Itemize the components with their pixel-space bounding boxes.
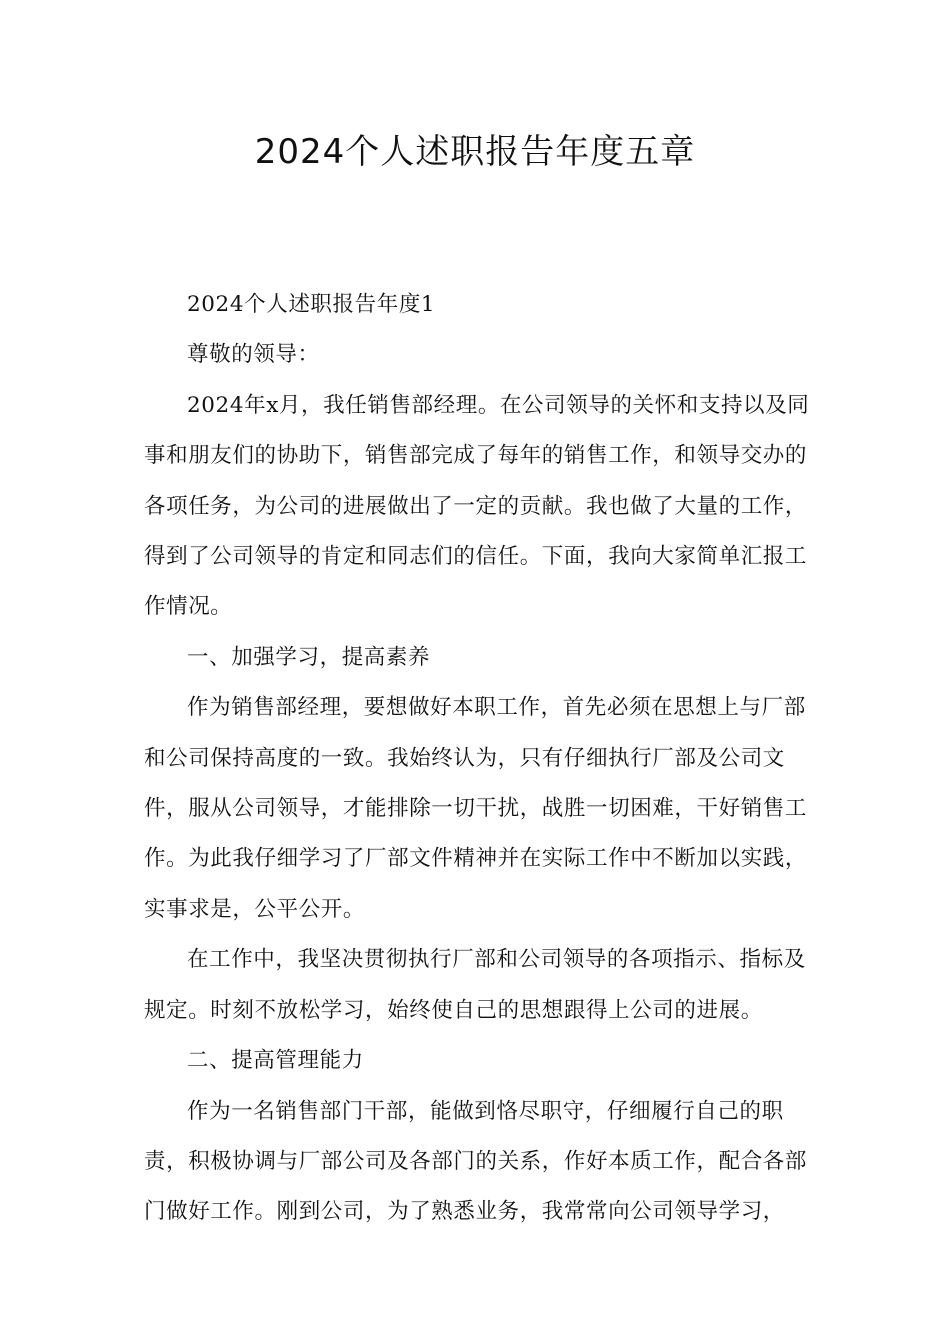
document-title: 2024个人述职报告年度五章 xyxy=(254,132,696,172)
paragraph-heading-one: 一、加强学习，提高素养 xyxy=(187,644,431,670)
paragraph-section-heading: 2024个人述职报告年度1 xyxy=(187,292,436,317)
paragraph-study: 作为销售部经理，要想做好本职工作，首先必须在思想上与厂部和公司保持高度的一致。我始终认为，只有仔细执行厂部及公司文件，服从公司领导，才能排除一切干扰，战胜一切困难，干好销售工作。为此我仔细学习了厂部文件精神并在实际工作中不断加以实践，实事求是，公平公开。 xyxy=(144,695,808,922)
paragraph-management: 作为一名销售部门干部，能做到恪尽职守，仔细履行自己的职责，积极协调与厂部公司及各部门的关系，作好本质工作，配合各部门做好工作。刚到公司，为了熟悉业务，我常常向公司领导学习， xyxy=(144,1098,808,1225)
paragraph-intro: 2024年x月，我任销售部经理。在公司领导的关怀和支持以及同事和朋友们的协助下，销售部完成了每年的销售工作，和领导交办的各项任务，为公司的进展做出了一定的贡献。我也做了大量的工作，得到了公司领导的肯定和同志们的信任。下面，我向大家简单汇报工作情况。 xyxy=(144,392,810,620)
paragraph-salutation: 尊敬的领导： xyxy=(187,342,320,368)
paragraph-heading-two: 二、提高管理能力 xyxy=(187,1048,364,1074)
paragraph-execution: 在工作中，我坚决贯彻执行厂部和公司领导的各项指示、指标及规定。时刻不放松学习，始终使自己的思想跟得上公司的进展。 xyxy=(144,947,806,1023)
document-body xyxy=(144,280,824,1238)
